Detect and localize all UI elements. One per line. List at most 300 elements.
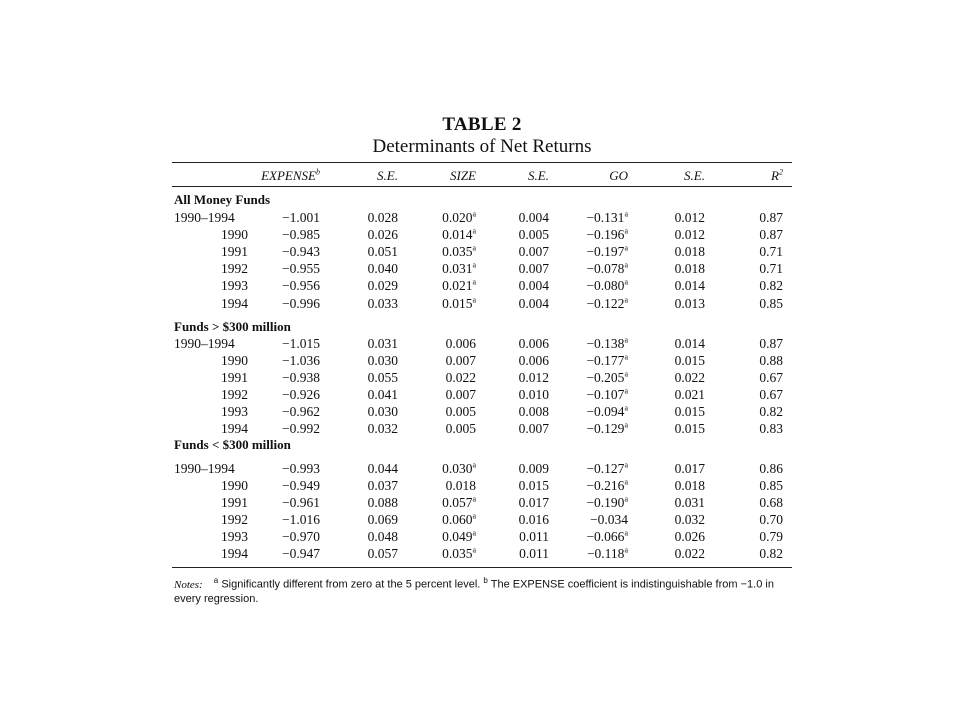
table-cell	[693, 336, 783, 352]
table-cell	[230, 210, 320, 226]
cell-value: 0.015	[442, 296, 473, 311]
table-cell	[693, 227, 783, 243]
significance-marker: a	[624, 494, 628, 504]
cell-value: 0.018	[674, 261, 705, 276]
cell-value: 0.051	[367, 244, 398, 259]
significance-marker: a	[624, 277, 628, 287]
column-header	[308, 168, 398, 184]
table-cell	[230, 546, 320, 562]
significance-marker: a	[624, 369, 628, 379]
table-cell	[693, 387, 783, 403]
cell-value: 0.71	[759, 261, 783, 276]
cell-value: 0.018	[445, 478, 476, 493]
section-title: Funds < $300 million	[174, 437, 291, 452]
cell-value: 0.021	[674, 387, 705, 402]
table-cell	[308, 404, 398, 420]
table-cell	[693, 529, 783, 545]
cell-value: −0.118	[586, 546, 625, 561]
cell-value: 0.87	[759, 210, 783, 225]
cell-value: 0.012	[518, 370, 549, 385]
significance-marker: a	[624, 352, 628, 362]
cell-value: −0.131	[586, 210, 625, 225]
table-row	[0, 278, 960, 295]
cell-value: −0.138	[586, 336, 625, 351]
cell-value: 0.048	[367, 529, 398, 544]
bottom-rule	[172, 567, 792, 568]
significance-marker: a	[472, 528, 476, 538]
table-cell	[459, 421, 549, 437]
cell-value: 0.022	[445, 370, 476, 385]
cell-value: 0.007	[518, 421, 549, 436]
table-cell	[459, 278, 549, 294]
table-row	[0, 370, 960, 387]
cell-value: 0.057	[367, 546, 398, 561]
cell-value: 0.82	[759, 404, 783, 419]
table-cell	[459, 370, 549, 386]
cell-value: 0.009	[518, 461, 549, 476]
table-cell	[693, 353, 783, 369]
row-period: 1994	[221, 296, 248, 311]
cell-value: −0.992	[282, 421, 320, 436]
cell-value: 0.67	[759, 370, 783, 385]
table-row	[0, 296, 960, 313]
row-period: 1990–1994	[174, 210, 235, 225]
row-period: 1993	[221, 278, 248, 293]
cell-value: −0.926	[282, 387, 320, 402]
cell-value: 0.012	[674, 227, 705, 242]
cell-value: −1.015	[282, 336, 320, 351]
cell-value: 0.030	[442, 461, 473, 476]
cell-value: 0.049	[442, 529, 473, 544]
table-cell	[693, 261, 783, 277]
significance-marker: a	[624, 386, 628, 396]
cell-value: 0.012	[674, 210, 705, 225]
cell-value: 0.005	[445, 404, 476, 419]
cell-value: 0.026	[674, 529, 705, 544]
table-cell	[693, 478, 783, 494]
cell-value: 0.70	[759, 512, 783, 527]
significance-marker: a	[624, 403, 628, 413]
table-title: Determinants of Net Returns	[372, 136, 592, 157]
cell-value: −0.216	[586, 478, 625, 493]
significance-marker: a	[624, 460, 628, 470]
cell-value: −0.943	[282, 244, 320, 259]
table-cell	[615, 512, 705, 528]
row-period: 1991	[221, 244, 248, 259]
row-period: 1992	[221, 512, 248, 527]
table-cell	[459, 404, 549, 420]
table-row	[0, 404, 960, 421]
significance-marker: a	[624, 420, 628, 430]
cell-value: −0.122	[586, 296, 625, 311]
significance-marker: a	[472, 511, 476, 521]
table-cell	[459, 210, 549, 226]
table-cell	[693, 404, 783, 420]
table-cell	[459, 461, 549, 477]
table-cell	[230, 278, 320, 294]
table-cell	[693, 512, 783, 528]
table-cell	[230, 244, 320, 260]
significance-marker: a	[472, 226, 476, 236]
cell-value: 0.015	[674, 421, 705, 436]
table-cell	[459, 512, 549, 528]
cell-value: 0.022	[674, 370, 705, 385]
cell-value: 0.006	[518, 353, 549, 368]
cell-value: 0.71	[759, 244, 783, 259]
table-cell	[615, 353, 705, 369]
row-period: 1993	[221, 529, 248, 544]
table-cell	[459, 261, 549, 277]
table-cell	[459, 478, 549, 494]
cell-value: −0.961	[282, 495, 320, 510]
cell-value: −1.001	[282, 210, 320, 225]
table-cell	[308, 244, 398, 260]
cell-value: −0.970	[282, 529, 320, 544]
cell-value: 0.021	[442, 278, 473, 293]
table-cell	[230, 478, 320, 494]
cell-value: −1.036	[282, 353, 320, 368]
cell-value: −0.129	[586, 421, 625, 436]
cell-value: 0.79	[759, 529, 783, 544]
cell-value: 0.86	[759, 461, 783, 476]
table-cell	[459, 227, 549, 243]
table-cell	[230, 296, 320, 312]
table-cell	[308, 546, 398, 562]
cell-value: 0.007	[445, 353, 476, 368]
significance-marker: a	[472, 243, 476, 253]
cell-value: −0.985	[282, 227, 320, 242]
cell-value: −0.066	[586, 529, 625, 544]
cell-value: −0.205	[586, 370, 625, 385]
table-cell	[615, 370, 705, 386]
cell-value: 0.014	[674, 278, 705, 293]
table-cell	[230, 421, 320, 437]
column-header-text: R	[771, 168, 779, 183]
significance-marker: a	[472, 295, 476, 305]
significance-marker: a	[472, 545, 476, 555]
cell-value: 0.011	[519, 529, 549, 544]
cell-value: 0.026	[367, 227, 398, 242]
table-cell	[308, 296, 398, 312]
cell-value: −0.034	[590, 512, 628, 527]
cell-value: 0.060	[442, 512, 473, 527]
column-header	[230, 168, 320, 184]
table-cell	[308, 278, 398, 294]
table-cell	[615, 461, 705, 477]
table-cell	[459, 353, 549, 369]
cell-value: 0.010	[518, 387, 549, 402]
table-cell	[615, 478, 705, 494]
cell-value: 0.005	[445, 421, 476, 436]
cell-value: 0.006	[445, 336, 476, 351]
cell-value: 0.007	[445, 387, 476, 402]
table-cell	[230, 353, 320, 369]
table-cell	[615, 387, 705, 403]
table-cell	[308, 512, 398, 528]
table-cell	[308, 336, 398, 352]
significance-marker: a	[472, 209, 476, 219]
table-cell	[308, 261, 398, 277]
note-a-text: Significantly different from zero at the 5 percent level.	[221, 578, 481, 591]
row-period: 1992	[221, 387, 248, 402]
cell-value: −0.993	[282, 461, 320, 476]
table-cell	[308, 461, 398, 477]
table-row	[0, 546, 960, 563]
table-cell	[230, 529, 320, 545]
cell-value: 0.67	[759, 387, 783, 402]
cell-value: 0.040	[367, 261, 398, 276]
table-cell	[308, 210, 398, 226]
cell-value: 0.033	[367, 296, 398, 311]
cell-value: 0.88	[759, 353, 783, 368]
cell-value: −0.107	[586, 387, 625, 402]
table-cell	[615, 227, 705, 243]
notes-label: Notes:	[174, 578, 203, 591]
significance-marker: a	[624, 477, 628, 487]
cell-value: 0.85	[759, 296, 783, 311]
cell-value: −0.190	[586, 495, 625, 510]
cell-value: −0.177	[586, 353, 625, 368]
table-cell	[693, 244, 783, 260]
cell-value: 0.032	[674, 512, 705, 527]
cell-value: 0.015	[674, 353, 705, 368]
table-cell	[693, 278, 783, 294]
column-header-sup: 2	[779, 167, 783, 177]
cell-value: −0.078	[586, 261, 625, 276]
cell-value: 0.011	[519, 546, 549, 561]
cell-value: 0.006	[518, 336, 549, 351]
table-cell	[459, 495, 549, 511]
cell-value: 0.020	[442, 210, 473, 225]
row-period: 1994	[221, 546, 248, 561]
table-cell	[230, 370, 320, 386]
row-period: 1991	[221, 495, 248, 510]
cell-value: −0.955	[282, 261, 320, 276]
cell-value: 0.031	[367, 336, 398, 351]
cell-value: 0.032	[367, 421, 398, 436]
table-cell	[693, 210, 783, 226]
table-row	[0, 478, 960, 495]
cell-value: 0.016	[518, 512, 549, 527]
cell-value: 0.044	[367, 461, 398, 476]
cell-value: 0.87	[759, 336, 783, 351]
cell-value: 0.85	[759, 478, 783, 493]
column-header-text: S.E.	[528, 168, 549, 183]
cell-value: −0.197	[586, 244, 625, 259]
table-cell	[230, 512, 320, 528]
cell-value: −0.956	[282, 278, 320, 293]
section-title: Funds > $300 million	[174, 319, 291, 334]
table-cell	[459, 296, 549, 312]
cell-value: 0.007	[518, 244, 549, 259]
row-period: 1990	[221, 478, 248, 493]
significance-marker: a	[624, 545, 628, 555]
cell-value: 0.013	[674, 296, 705, 311]
cell-value: 0.015	[518, 478, 549, 493]
row-period: 1990	[221, 353, 248, 368]
table-cell	[693, 370, 783, 386]
cell-value: 0.055	[367, 370, 398, 385]
cell-value: 0.057	[442, 495, 473, 510]
cell-value: −1.016	[282, 512, 320, 527]
cell-value: 0.68	[759, 495, 783, 510]
row-period: 1990–1994	[174, 336, 235, 351]
cell-value: −0.996	[282, 296, 320, 311]
table-row	[0, 461, 960, 478]
cell-value: 0.031	[674, 495, 705, 510]
table-cell	[615, 261, 705, 277]
significance-marker: a	[472, 260, 476, 270]
table-cell	[308, 421, 398, 437]
table-cell	[615, 404, 705, 420]
cell-value: −0.938	[282, 370, 320, 385]
table-cell	[230, 404, 320, 420]
cell-value: 0.022	[674, 546, 705, 561]
column-header-text: S.E.	[377, 168, 398, 183]
row-period: 1991	[221, 370, 248, 385]
top-rule	[172, 162, 792, 163]
table-cell	[230, 261, 320, 277]
column-header	[459, 168, 549, 184]
row-period: 1992	[221, 261, 248, 276]
significance-marker: a	[624, 295, 628, 305]
row-period: 1994	[221, 421, 248, 436]
table-row	[0, 210, 960, 227]
cell-value: 0.029	[367, 278, 398, 293]
table-row	[0, 387, 960, 404]
header-rule	[172, 186, 792, 187]
table-cell	[308, 478, 398, 494]
cell-value: −0.949	[282, 478, 320, 493]
significance-marker: a	[472, 460, 476, 470]
significance-marker: a	[624, 335, 628, 345]
significance-marker: a	[624, 226, 628, 236]
table-cell	[693, 495, 783, 511]
table-cell	[615, 495, 705, 511]
table-cell	[230, 387, 320, 403]
table-cell	[308, 227, 398, 243]
cell-value: 0.028	[367, 210, 398, 225]
table-row	[0, 512, 960, 529]
section-title: All Money Funds	[174, 192, 271, 207]
cell-value: 0.007	[518, 261, 549, 276]
table-cell	[459, 546, 549, 562]
cell-value: −0.127	[586, 461, 625, 476]
cell-value: 0.82	[759, 546, 783, 561]
cell-value: −0.196	[586, 227, 625, 242]
cell-value: 0.088	[367, 495, 398, 510]
significance-marker: a	[624, 209, 628, 219]
table-cell	[308, 495, 398, 511]
cell-value: 0.041	[367, 387, 398, 402]
table-cell	[459, 336, 549, 352]
table-row	[0, 244, 960, 261]
significance-marker: a	[624, 528, 628, 538]
table-cell	[230, 227, 320, 243]
significance-marker: a	[472, 494, 476, 504]
cell-value: −0.094	[586, 404, 625, 419]
column-header-text: SIZE	[450, 168, 476, 183]
note-b-text: The EXPENSE coefficient is indistinguishable from −1.0 in every regression.	[174, 578, 774, 605]
column-header-sup: b	[316, 167, 320, 177]
column-header-text: EXPENSE	[261, 168, 316, 183]
row-period: 1990	[221, 227, 248, 242]
table-row	[0, 353, 960, 370]
table-cell	[615, 296, 705, 312]
cell-value: −0.962	[282, 404, 320, 419]
table-row	[0, 261, 960, 278]
table-cell	[615, 278, 705, 294]
cell-value: −0.080	[586, 278, 625, 293]
cell-value: 0.017	[518, 495, 549, 510]
table-label: TABLE 2	[442, 114, 522, 135]
significance-marker: a	[624, 260, 628, 270]
column-header-text: GO	[609, 168, 628, 183]
cell-value: 0.031	[442, 261, 473, 276]
column-header-text: S.E.	[684, 168, 705, 183]
cell-value: 0.008	[518, 404, 549, 419]
cell-value: 0.014	[442, 227, 473, 242]
cell-value: 0.018	[674, 244, 705, 259]
table-cell	[308, 387, 398, 403]
cell-value: 0.005	[518, 227, 549, 242]
table-cell	[308, 370, 398, 386]
column-header	[693, 168, 783, 184]
cell-value: −0.947	[282, 546, 320, 561]
table-cell	[615, 529, 705, 545]
cell-value: 0.030	[367, 353, 398, 368]
table-cell	[693, 546, 783, 562]
note-b-marker: b	[483, 576, 488, 585]
table-row	[0, 227, 960, 244]
table-cell	[693, 461, 783, 477]
cell-value: 0.83	[759, 421, 783, 436]
table-cell	[693, 421, 783, 437]
cell-value: 0.018	[674, 478, 705, 493]
table-cell	[308, 353, 398, 369]
cell-value: 0.014	[674, 336, 705, 351]
row-period: 1990–1994	[174, 461, 235, 476]
cell-value: 0.82	[759, 278, 783, 293]
table-row	[0, 495, 960, 512]
table-notes	[174, 574, 792, 606]
cell-value: 0.069	[367, 512, 398, 527]
cell-value: 0.035	[442, 546, 473, 561]
table-cell	[615, 546, 705, 562]
cell-value: 0.004	[518, 296, 549, 311]
cell-value: 0.030	[367, 404, 398, 419]
cell-value: 0.015	[674, 404, 705, 419]
table-row	[0, 421, 960, 438]
table-cell	[308, 529, 398, 545]
cell-value: 0.017	[674, 461, 705, 476]
table-cell	[615, 244, 705, 260]
significance-marker: a	[472, 277, 476, 287]
table-cell	[230, 336, 320, 352]
table-cell	[459, 529, 549, 545]
column-header	[615, 168, 705, 184]
cell-value: 0.004	[518, 278, 549, 293]
table-cell	[230, 461, 320, 477]
table-cell	[230, 495, 320, 511]
table-cell	[693, 296, 783, 312]
table-row	[0, 529, 960, 546]
cell-value: 0.035	[442, 244, 473, 259]
cell-value: 0.87	[759, 227, 783, 242]
table-cell	[615, 210, 705, 226]
table-cell	[615, 336, 705, 352]
table-row	[0, 336, 960, 353]
